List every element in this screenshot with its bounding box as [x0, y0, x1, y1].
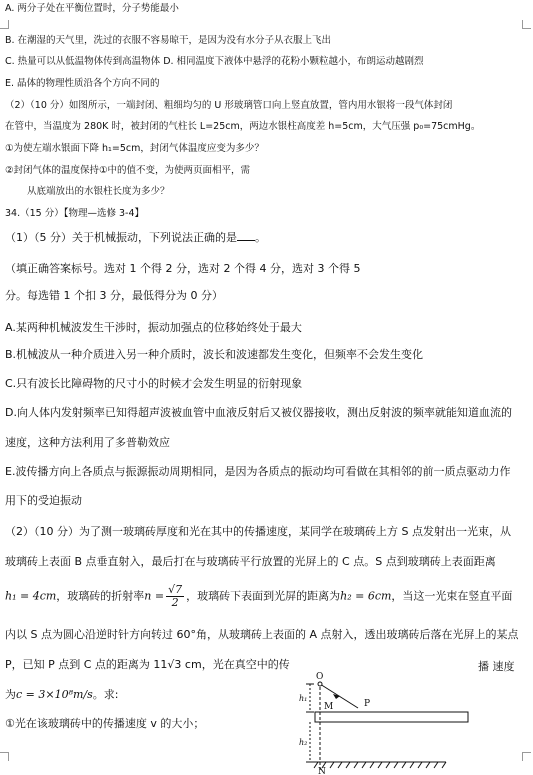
crop-mark-bottom-right: [522, 752, 531, 761]
option-e-line: E. 晶体的物理性质沿各个方向不同的: [5, 78, 160, 89]
speed-prefix: 为: [5, 688, 16, 701]
q34-2-statement-line2: 玻璃砖上表面 B 点垂直射入，最后打在与玻璃砖平行放置的光屏上的 C 点。S 点到玻璃砖上表面距离: [5, 555, 496, 568]
q2-statement-line1: （2）（10 分）如图所示，一端封闭、粗细均匀的 U 形玻璃管口向上竖直放置，管内用水银将一段气体封闭: [5, 100, 453, 111]
refractive-index-label: ，玻璃砖的折射率: [56, 589, 145, 603]
refractive-index-fraction: [166, 584, 184, 609]
scoring-rule-line1: （填正确答案标号。选对 1 个得 2 分，选对 2 个得 4 分，选对 3 个得 5: [5, 262, 361, 275]
label-h2: h₂: [299, 738, 308, 747]
fraction-denominator: 2: [171, 596, 179, 609]
h2-value: h₂ = 6cm: [340, 589, 392, 603]
q34-1-stem-text: （1）（5 分）关于机械振动，下列说法正确的是: [5, 231, 237, 244]
source-point: [318, 682, 322, 686]
h2-label: ，玻璃砖下表面到光屏的距离为: [186, 589, 341, 603]
label-h1: h₁: [299, 694, 308, 703]
q34-2-statement-line4: 内以 S 点为圆心沿逆时针方向转过 60°角，从玻璃砖上表面的 A 点射入，透出玻璃砖后落在光屏上的某点: [5, 628, 519, 641]
h1-value: h₁ = 4cm: [5, 589, 57, 603]
statement-continuation: ，当这一光束在竖直平面: [391, 589, 513, 603]
crop-mark-top-right: [522, 20, 531, 29]
question-prompt: 。求:: [92, 688, 119, 701]
q34-2-statement-line1: （2）（10 分）为了测一玻璃砖厚度和光在其中的传播速度，某同学在玻璃砖上方 S 点发射出一光束，从: [5, 525, 511, 538]
q34-option-e-line1: E.波传播方向上各质点与振源振动周期相同，是因为各质点的振动均可看做在其相邻的前一质点驱动力作: [5, 465, 511, 478]
refractive-index-symbol: n =: [144, 589, 165, 603]
option-cd-line: C. 热量可以从低温物体传到高温物体 D. 相同温度下液体中悬浮的花粉小颗粒越小，布朗运动越剧烈: [5, 56, 424, 67]
q2-subquestion-2a: ②封闭气体的温度保持①中的值不变，为使两页面相平，需: [5, 165, 251, 176]
scoring-rule-line2: 分。每选错 1 个扣 3 分，最低得分为 0 分）: [5, 289, 223, 302]
q34-2-statement-line5: P，已知 P 点到 C 点的距离为 11√3 cm，光在真空中的传: [5, 658, 290, 671]
answer-blank: [237, 230, 255, 241]
q34-option-d-line2: 速度，这种方法利用了多普勒效应: [5, 436, 170, 449]
glass-block: [315, 712, 468, 722]
label-p: P: [364, 699, 371, 709]
speed-of-light: c = 3×10⁸m/s: [16, 688, 93, 701]
label-o: O: [316, 672, 324, 682]
q2-subquestion-2b: 从底端放出的水银柱长度为多少？: [27, 186, 170, 197]
q34-option-b: B.机械波从一种介质进入另一种介质时，波长和波速都发生变化，但频率不会发生变化: [5, 348, 424, 361]
q34-option-e-line2: 用下的受迫振动: [5, 494, 82, 507]
crop-mark-bottom-left: [0, 752, 9, 761]
q2-subquestion-1: ①为使左端水银面下降 h₁=5cm，封闭气体温度应变为多少？: [5, 143, 264, 154]
q34-option-c: C.只有波长比障碍物的尺寸小的时候才会发生明显的衍射现象: [5, 377, 303, 390]
option-b-line: B. 在潮湿的天气里，洗过的衣服不容易晾干，是因为没有水分子从衣服上飞出: [5, 35, 332, 46]
q34-1-stem: [5, 230, 266, 245]
q34-2-statement-line5-right: 播 速度: [478, 660, 515, 673]
fraction-numerator: √7: [168, 583, 183, 596]
optics-diagram: [296, 670, 474, 775]
q34-2-statement-line6: [5, 688, 119, 702]
q34-2-statement-line3: [5, 584, 512, 609]
section-34-heading: 34.（15 分）【物理—选修 3-4】: [5, 208, 145, 219]
q34-option-d-line1: D.向人体内发射频率已知得超声波被血管中血液反射后又被仪器接收，测出反射波的频率就能知道血流的: [5, 406, 512, 419]
q34-1-stem-end: 。: [255, 231, 266, 244]
option-a-line: A. 两分子处在平衡位置时，分子势能最小: [5, 3, 179, 14]
q2-statement-line2: 在管中，当温度为 280K 时，被封闭的气柱长 L=25cm，两边水银柱高度差 h=5cm，大气压强 p₀=75cmHg。: [5, 121, 481, 132]
q34-option-a: A.某两种机械波发生干涉时，振动加强点的位移始终处于最大: [5, 321, 302, 334]
crop-mark-top-left: [0, 20, 9, 29]
screen-hatching: [314, 762, 446, 768]
label-m: M: [324, 702, 334, 712]
q34-2-subquestion-1: ①光在该玻璃砖中的传播速度 v 的大小；: [5, 717, 205, 730]
label-n: N: [318, 767, 326, 775]
